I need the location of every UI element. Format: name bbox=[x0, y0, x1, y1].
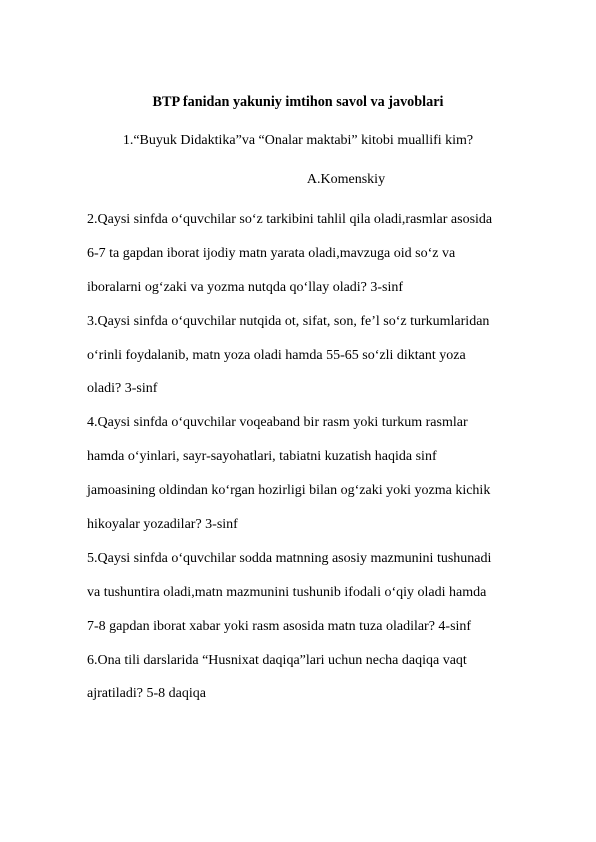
answer-1: A.Komenskiy bbox=[306, 172, 386, 187]
text-line: iboralarni og‘zaki va yozma nutqda qo‘llay oladi? 3-sinf bbox=[87, 279, 404, 295]
question-1: 1.“Buyuk Didaktika”va “Onalar maktabi” kitobi muallifi kim? bbox=[122, 133, 474, 148]
text-line: ajratiladi? 5-8 daqiqa bbox=[87, 686, 206, 702]
text-line: 2.Qaysi sinfda o‘quvchilar so‘z tarkibini tahlil qila oladi,rasmlar asosida bbox=[87, 212, 493, 227]
text-line: 6-7 ta gapdan iborat ijodiy matn yarata oladi,mavzuga oid so‘z va bbox=[87, 245, 456, 261]
text-line: 3.Qaysi sinfda o‘quvchilar nutqida ot, sifat, son, fe’l so‘z turkumlaridan bbox=[87, 313, 490, 329]
text-line: oladi? 3-sinf bbox=[87, 381, 158, 397]
text-line: 5.Qaysi sinfda o‘quvchilar sodda matnning asosiy mazmunini tushunadi bbox=[87, 550, 492, 566]
text-line: hamda o‘yinlari, sayr-sayohatlari, tabiatni kuzatish haqida sinf bbox=[87, 449, 437, 465]
text-line: 6.Ona tili darslarida “Husnixat daqiqa”lari uchun necha daqiqa vaqt bbox=[87, 652, 467, 668]
text-line: jamoasining oldindan ko‘rgan hozirligi bilan og‘zaki yoki yozma kichik bbox=[87, 483, 491, 499]
document-title: BTP fanidan yakuniy imtihon savol va javoblari bbox=[152, 94, 444, 110]
text-line: va tushuntira oladi,matn mazmunini tushunib ifodali o‘qiy oladi hamda bbox=[87, 584, 487, 600]
text-line: 7-8 gapdan iborat xabar yoki rasm asosida matn tuza oladilar? 4-sinf bbox=[87, 618, 472, 634]
text-line: o‘rinli foydalanib, matn yoza oladi hamda 55-65 so‘zli diktant yoza bbox=[87, 347, 466, 363]
text-line: hikoyalar yozadilar? 3-sinf bbox=[87, 517, 238, 533]
text-line: 4.Qaysi sinfda o‘quvchilar voqeaband bir rasm yoki turkum rasmlar bbox=[87, 415, 468, 431]
question-list bbox=[87, 203, 557, 711]
